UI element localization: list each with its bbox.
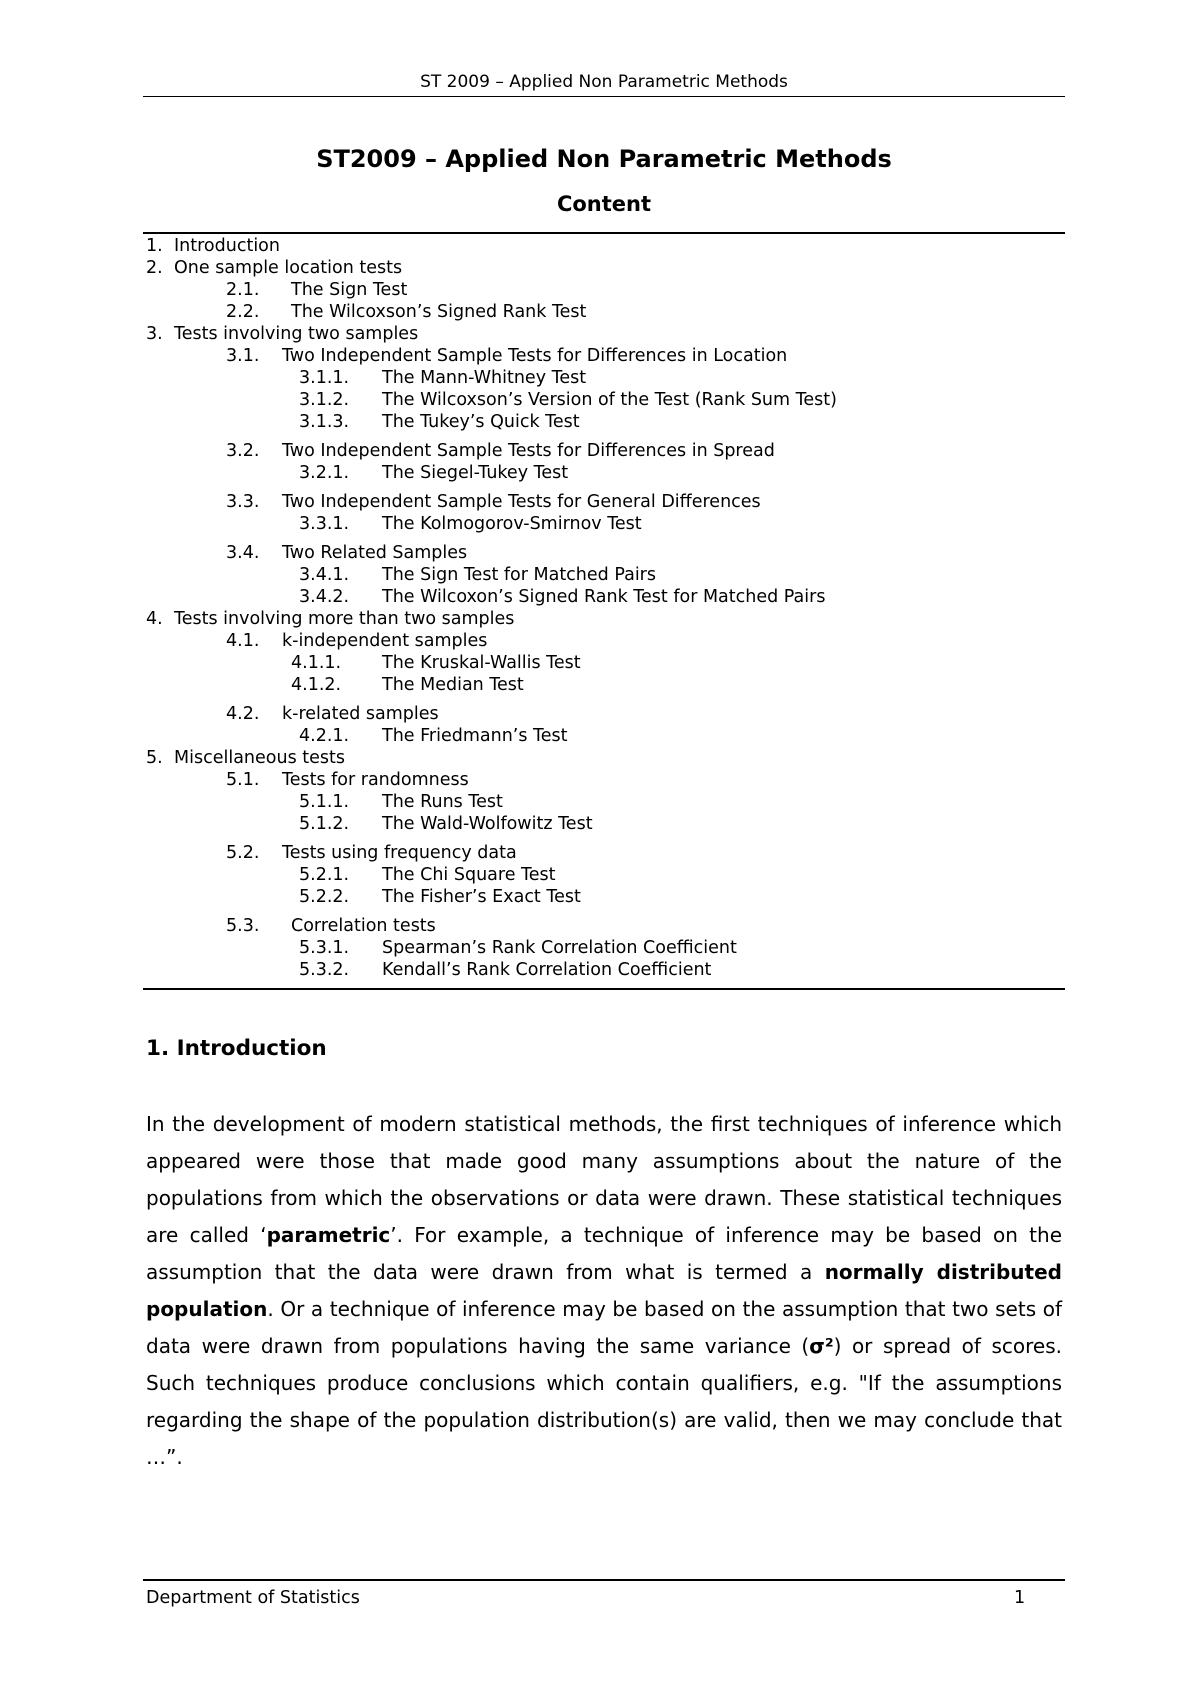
- toc-entry: [146, 564, 1061, 586]
- toc-entry-title: The Friedmann’s Test: [382, 726, 568, 746]
- toc-entry-number: 3.2.: [226, 441, 260, 461]
- para-bold-term: parametric: [266, 1223, 391, 1247]
- toc-entry-title: Two Independent Sample Tests for Differences in Spread: [282, 441, 775, 461]
- toc-entry-number: 5.2.: [226, 843, 260, 863]
- toc-entry-title: Two Independent Sample Tests for General Differences: [282, 492, 761, 512]
- para-bold-term: normally distributed population: [146, 1260, 1062, 1321]
- footer-department: Department of Statistics: [146, 1588, 360, 1608]
- page-number: 1: [1014, 1588, 1026, 1608]
- section-heading: 1. Introduction: [146, 1036, 327, 1061]
- toc-entry-number: 3.4.: [226, 543, 260, 563]
- toc-entry: [146, 462, 1061, 484]
- para-text: ) or spread of scores. Such techniques produce conclusions which contain qualifiers, e.g. "If the assumptions regarding the shape of the population distribution(s) are valid, then we may conclude that …”.: [146, 1334, 1063, 1469]
- toc-entry: [146, 886, 1061, 908]
- toc-entry: [146, 703, 1061, 725]
- toc-entry-number: 3.: [146, 324, 163, 344]
- document-title: ST2009 – Applied Non Parametric Methods: [316, 145, 892, 173]
- toc-entry: [146, 769, 1061, 791]
- toc-entry-title: The Sign Test for Matched Pairs: [382, 565, 656, 585]
- toc-entry-number: 3.4.2.: [299, 587, 350, 607]
- toc-entry: [146, 301, 1061, 323]
- toc-entry-number: 3.2.1.: [299, 463, 350, 483]
- toc-entry-number: 2.1.: [226, 280, 260, 300]
- toc-entry-number: 2.2.: [226, 302, 260, 322]
- toc-entry: [146, 842, 1061, 864]
- toc-entry-title: The Siegel-Tukey Test: [382, 463, 569, 483]
- toc-entry-number: 3.1.1.: [299, 368, 350, 388]
- toc-entry: [146, 608, 1061, 630]
- toc-entry-number: 4.1.1.: [291, 653, 342, 673]
- toc-entry-number: 3.3.: [226, 492, 260, 512]
- toc-entry-title: The Runs Test: [382, 792, 503, 812]
- toc-entry: [146, 652, 1061, 674]
- toc-entry-number: 5.2.2.: [299, 887, 350, 907]
- toc-entry-title: The Median Test: [382, 675, 524, 695]
- para-bold-symbol: σ²: [809, 1334, 834, 1358]
- contents-heading: Content: [556, 192, 652, 216]
- toc-entry-number: 5.3.1.: [299, 938, 350, 958]
- toc-entry: [146, 937, 1061, 959]
- toc-entry: [146, 513, 1061, 535]
- toc-entry-number: 4.1.: [226, 631, 260, 651]
- toc-entry: [146, 542, 1061, 564]
- toc-entry-title: The Tukey’s Quick Test: [382, 412, 580, 432]
- running-header: ST 2009 – Applied Non Parametric Methods: [420, 72, 788, 92]
- toc-entry-title: The Fisher’s Exact Test: [382, 887, 581, 907]
- toc-entry-number: 4.2.1.: [299, 726, 350, 746]
- toc-entry-number: 5.1.: [226, 770, 260, 790]
- toc-entry-title: Correlation tests: [291, 916, 436, 936]
- toc-entry: [146, 345, 1061, 367]
- toc-entry-title: Tests involving more than two samples: [174, 609, 515, 629]
- toc-entry-title: One sample location tests: [174, 258, 403, 278]
- toc-entry-title: Two Independent Sample Tests for Differences in Location: [282, 346, 788, 366]
- toc-entry-title: Spearman’s Rank Correlation Coefficient: [382, 938, 737, 958]
- toc-entry-number: 5.1.2.: [299, 814, 350, 834]
- toc-entry: [146, 367, 1061, 389]
- intro-paragraph: [146, 1106, 1062, 1476]
- toc-entry: [146, 725, 1061, 747]
- toc-entry: [146, 257, 1061, 279]
- toc-entry: [146, 389, 1061, 411]
- para-text: In the development of modern statistical methods, the first techniques of inference which appeared were those that made good many assumptions about the nature of the populations from which the observations or data were drawn. These statistical techniques are called ‘: [146, 1112, 1062, 1247]
- table-of-contents: [146, 235, 1061, 981]
- toc-entry-number: 2.: [146, 258, 163, 278]
- toc-entry-number: 5.2.1.: [299, 865, 350, 885]
- toc-entry-number: 3.1.2.: [299, 390, 350, 410]
- footer-rule: [143, 1579, 1065, 1581]
- toc-entry-number: 5.: [146, 748, 163, 768]
- toc-entry-number: 4.1.2.: [291, 675, 342, 695]
- toc-entry-title: The Wilcoxson’s Signed Rank Test: [291, 302, 587, 322]
- toc-bottom-rule: [143, 988, 1065, 990]
- toc-entry-title: k-independent samples: [282, 631, 488, 651]
- para-text: . Or a technique of inference may be based on the assumption that two sets of data were drawn from populations having the same variance (: [146, 1297, 1062, 1358]
- toc-entry: [146, 959, 1061, 981]
- toc-entry: [146, 864, 1061, 886]
- toc-entry-number: 5.3.: [226, 916, 260, 936]
- toc-entry-title: The Kolmogorov-Smirnov Test: [382, 514, 642, 534]
- toc-entry-title: The Wald-Wolfowitz Test: [382, 814, 593, 834]
- toc-entry-title: Tests involving two samples: [174, 324, 419, 344]
- toc-entry: [146, 747, 1061, 769]
- toc-entry-title: Miscellaneous tests: [174, 748, 345, 768]
- toc-entry-number: 1.: [146, 236, 163, 256]
- toc-entry-title: k-related samples: [282, 704, 439, 724]
- toc-entry-number: 3.3.1.: [299, 514, 350, 534]
- toc-entry-number: 3.1.3.: [299, 412, 350, 432]
- toc-entry-title: The Wilcoxson’s Version of the Test (Rank Sum Test): [382, 390, 837, 410]
- toc-entry-title: Tests for randomness: [282, 770, 469, 790]
- toc-entry-number: 4.2.: [226, 704, 260, 724]
- toc-entry-title: The Kruskal-Wallis Test: [382, 653, 581, 673]
- toc-entry: [146, 674, 1061, 696]
- toc-entry: [146, 586, 1061, 608]
- toc-entry-title: Kendall’s Rank Correlation Coefficient: [382, 960, 712, 980]
- toc-entry: [146, 279, 1061, 301]
- toc-top-rule: [143, 232, 1065, 234]
- toc-entry-number: 5.1.1.: [299, 792, 350, 812]
- toc-entry-title: The Chi Square Test: [382, 865, 556, 885]
- para-text: ’. For example, a technique of inference may be based on the assumption that the data were drawn from what is termed a: [146, 1223, 1062, 1284]
- toc-entry: [146, 323, 1061, 345]
- toc-entry: [146, 491, 1061, 513]
- toc-entry: [146, 915, 1061, 937]
- toc-entry: [146, 813, 1061, 835]
- toc-entry-title: The Mann-Whitney Test: [382, 368, 587, 388]
- toc-entry-number: 3.4.1.: [299, 565, 350, 585]
- toc-entry-title: The Wilcoxon’s Signed Rank Test for Matched Pairs: [382, 587, 826, 607]
- toc-entry: [146, 630, 1061, 652]
- toc-entry: [146, 791, 1061, 813]
- toc-entry-title: Introduction: [174, 236, 280, 256]
- toc-entry-title: Two Related Samples: [282, 543, 468, 563]
- toc-entry-number: 5.3.2.: [299, 960, 350, 980]
- toc-entry-title: Tests using frequency data: [282, 843, 517, 863]
- toc-entry: [146, 235, 1061, 257]
- header-rule: [143, 96, 1065, 97]
- toc-entry: [146, 411, 1061, 433]
- toc-entry-title: The Sign Test: [291, 280, 408, 300]
- toc-entry: [146, 440, 1061, 462]
- toc-entry-number: 4.: [146, 609, 163, 629]
- toc-entry-number: 3.1.: [226, 346, 260, 366]
